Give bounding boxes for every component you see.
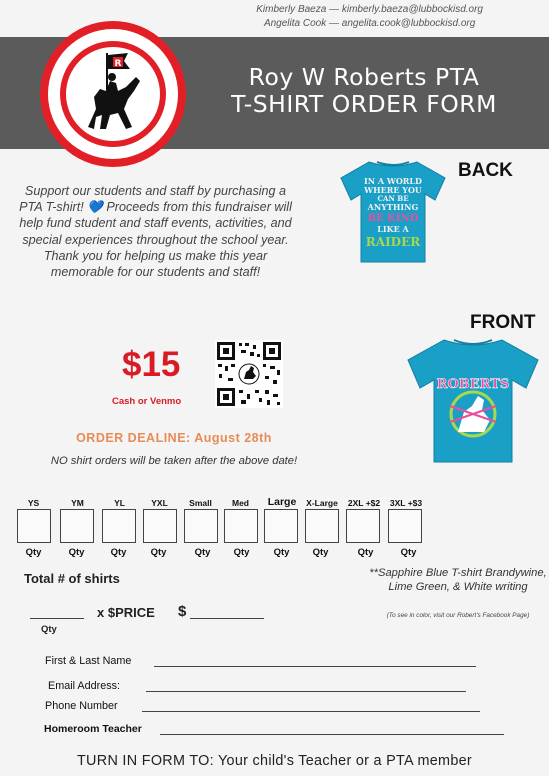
front-print: ROBERTS <box>436 377 510 392</box>
turn-in-instructions: TURN IN FORM TO: Your child's Teacher or a PTA member <box>76 753 473 769</box>
school-logo <box>40 21 186 167</box>
contact-line-2: Angelita Cook — angelita.cook@lubbockisd.org <box>263 18 476 29</box>
total-dollar-sign: $ <box>178 603 187 620</box>
teacher-field[interactable] <box>160 734 504 735</box>
qty-label-ys: Qty <box>25 547 42 558</box>
teacher-label: Homeroom Teacher <box>44 723 142 735</box>
qty-label-ym: Qty <box>68 547 85 558</box>
shirt-back-image <box>333 158 453 264</box>
qty-box-3xl[interactable] <box>388 509 422 543</box>
name-field[interactable] <box>154 666 476 667</box>
size-label-small: Small <box>189 498 212 508</box>
shirt-front-image <box>398 336 548 464</box>
payment-methods: Cash or Venmo <box>112 396 182 407</box>
email-field[interactable] <box>146 691 466 692</box>
qty-label-small: Qty <box>194 547 211 558</box>
contact-line-1: Kimberly Baeza — kimberly.baeza@lubbockisd.org <box>256 4 483 15</box>
name-label: First & Last Name <box>45 655 132 667</box>
total-qty-line[interactable] <box>30 618 84 619</box>
order-deadline: ORDER DEALINE: August 28th <box>76 431 272 445</box>
qty-label-med: Qty <box>233 547 250 558</box>
size-label-xlarge: X-Large <box>306 498 338 508</box>
qty-label-yl: Qty <box>110 547 127 558</box>
qty-label-3xl: Qty <box>400 547 417 558</box>
qty-label-xlarge: Qty <box>312 547 329 558</box>
total-amount-line[interactable] <box>190 618 264 619</box>
qty-label-large: Qty <box>273 547 290 558</box>
price: $15 <box>122 345 181 384</box>
qty-box-ym[interactable] <box>60 509 94 543</box>
back-label: BACK <box>458 160 513 181</box>
horse-rider-icon <box>66 47 160 141</box>
size-label-ym: YM <box>71 498 84 508</box>
back-print-7: RAIDER <box>365 235 421 249</box>
back-print-1: IN A WORLD <box>364 176 422 186</box>
title-line-1: Roy W Roberts PTA <box>248 63 480 91</box>
shirt-color-note: **Sapphire Blue T-shirt Brandywine, Lime Green, & White writing <box>369 567 547 593</box>
back-print-5: BE KIND <box>367 213 419 224</box>
qr-code-icon[interactable] <box>215 340 283 408</box>
shirt-color-subnote: (To see in color, visit our Robert's Facebook Page) <box>386 612 530 619</box>
deadline-note: NO shirt orders will be taken after the above date! <box>50 455 298 467</box>
size-label-3xl: 3XL +$3 <box>389 498 423 508</box>
qty-label-2xl: Qty <box>357 547 374 558</box>
qty-box-2xl[interactable] <box>346 509 380 543</box>
title-line-2: T-SHIRT ORDER FORM <box>231 90 497 118</box>
size-label-ys: YS <box>27 498 40 508</box>
size-label-2xl: 2XL +$2 <box>347 498 381 508</box>
total-qty-label: Qty <box>41 624 57 635</box>
form-title <box>199 64 529 118</box>
svg-text:R: R <box>114 59 122 69</box>
back-print-6: LIKE A <box>377 224 409 234</box>
price-multiplier-label: x $PRICE <box>97 605 155 620</box>
qty-box-small[interactable] <box>184 509 218 543</box>
qty-box-ys[interactable] <box>17 509 51 543</box>
qty-box-xlarge[interactable] <box>305 509 339 543</box>
size-label-large: Large <box>267 496 297 508</box>
intro-text: Support our students and staff by purchasing a PTA T-shirt! 💙 Proceeds from this fundraiser will help fund student and staff events, activities, and special experiences throughout the school year. Thank you for helping us make this year memorable for our students and staff! <box>19 184 292 280</box>
qty-box-med[interactable] <box>224 509 258 543</box>
qty-box-large[interactable] <box>264 509 298 543</box>
back-print-4: ANYTHING <box>367 202 419 212</box>
size-label-med: Med <box>232 498 249 508</box>
size-label-yxl: YXL <box>151 498 168 508</box>
size-label-yl: YL <box>114 498 125 508</box>
qty-box-yl[interactable] <box>102 509 136 543</box>
contacts <box>256 3 483 31</box>
front-label: FRONT <box>470 312 536 333</box>
email-label: Email Address: <box>48 680 121 692</box>
phone-field[interactable] <box>142 711 480 712</box>
phone-label: Phone Number <box>45 700 118 712</box>
qty-box-yxl[interactable] <box>143 509 177 543</box>
total-shirts-label: Total # of shirts <box>24 571 120 586</box>
back-print-2: WHERE YOU <box>364 185 422 195</box>
qty-label-yxl: Qty <box>150 547 167 558</box>
back-print-3: CAN BE <box>377 194 409 203</box>
